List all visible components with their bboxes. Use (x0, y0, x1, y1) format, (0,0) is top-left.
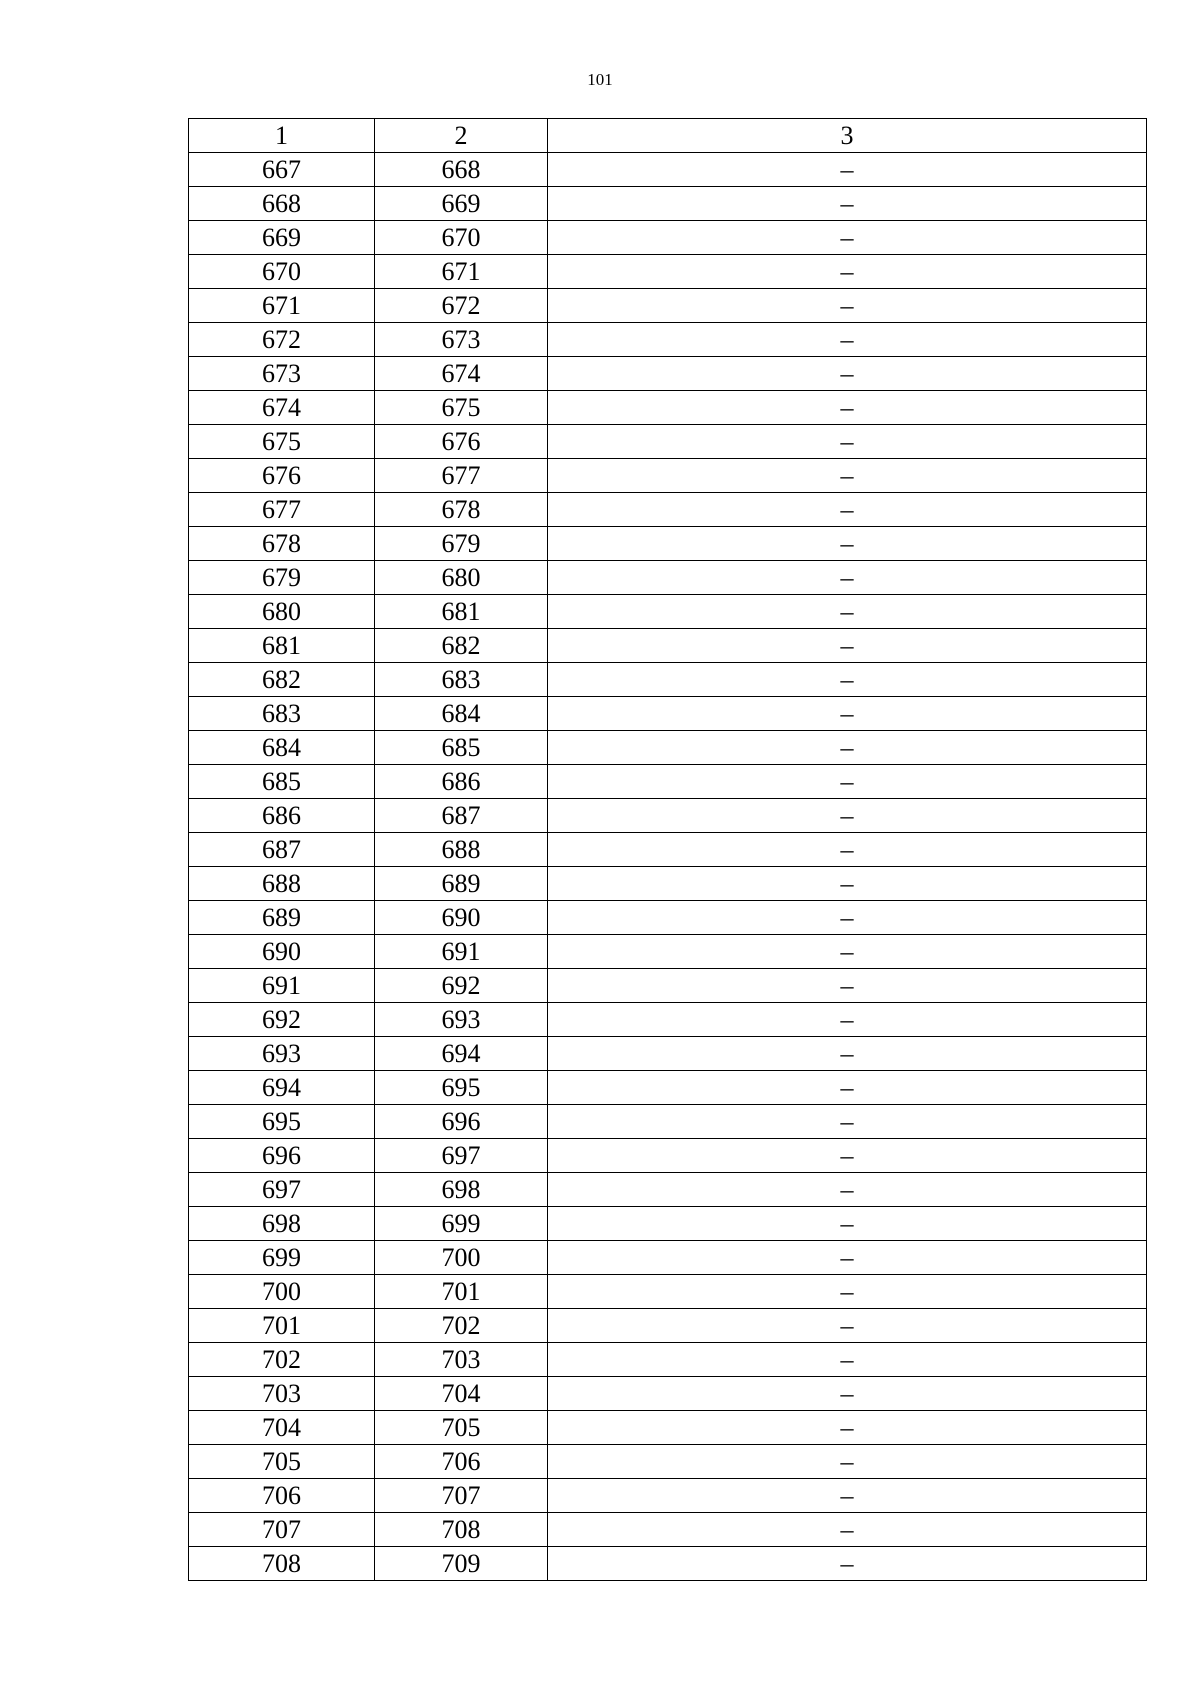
table-row (189, 1071, 1147, 1105)
data-table (188, 118, 1147, 1581)
table-cell: 703 (375, 1343, 548, 1377)
table-cell: – (548, 187, 1147, 221)
table-cell: 677 (375, 459, 548, 493)
table-cell: – (548, 697, 1147, 731)
table-cell: 673 (189, 357, 375, 391)
table-cell: 685 (189, 765, 375, 799)
table-row (189, 1207, 1147, 1241)
table-cell: 669 (375, 187, 548, 221)
column-header: 1 (189, 119, 375, 153)
table-row (189, 221, 1147, 255)
table-row (189, 1309, 1147, 1343)
table-cell: – (548, 459, 1147, 493)
table-cell: 680 (189, 595, 375, 629)
table-row (189, 1343, 1147, 1377)
table-cell: 689 (189, 901, 375, 935)
table-cell: – (548, 221, 1147, 255)
table-row (189, 1139, 1147, 1173)
table-cell: 671 (189, 289, 375, 323)
table-cell: 687 (375, 799, 548, 833)
table-row (189, 1173, 1147, 1207)
table-cell: – (548, 1513, 1147, 1547)
table-cell: – (548, 595, 1147, 629)
table-cell: – (548, 561, 1147, 595)
table-cell: – (548, 1071, 1147, 1105)
table-cell: 675 (189, 425, 375, 459)
table-cell: 667 (189, 153, 375, 187)
table-cell: 689 (375, 867, 548, 901)
table-cell: – (548, 1207, 1147, 1241)
table-cell: 695 (375, 1071, 548, 1105)
table-cell: 698 (189, 1207, 375, 1241)
table-row (189, 799, 1147, 833)
table-row (189, 697, 1147, 731)
table-cell: – (548, 1343, 1147, 1377)
table-cell: 702 (189, 1343, 375, 1377)
table-row (189, 493, 1147, 527)
table-cell: 688 (189, 867, 375, 901)
table-cell: 681 (189, 629, 375, 663)
table-row (189, 1037, 1147, 1071)
table-cell: 683 (189, 697, 375, 731)
table-cell: 691 (189, 969, 375, 1003)
table-cell: 704 (189, 1411, 375, 1445)
column-header: 3 (548, 119, 1147, 153)
table-cell: – (548, 1139, 1147, 1173)
table-cell: 678 (375, 493, 548, 527)
table-row (189, 1003, 1147, 1037)
table-cell: 695 (189, 1105, 375, 1139)
table-row (189, 425, 1147, 459)
table-row (189, 765, 1147, 799)
table-row (189, 1479, 1147, 1513)
table-cell: 673 (375, 323, 548, 357)
table-cell: 691 (375, 935, 548, 969)
table-cell: 699 (375, 1207, 548, 1241)
table-row (189, 255, 1147, 289)
table-cell: 693 (375, 1003, 548, 1037)
table-row (189, 459, 1147, 493)
table-cell: 701 (189, 1309, 375, 1343)
table-cell: 681 (375, 595, 548, 629)
table-cell: 708 (375, 1513, 548, 1547)
table-cell: – (548, 323, 1147, 357)
table-cell: 680 (375, 561, 548, 595)
table-cell: 702 (375, 1309, 548, 1343)
table-cell: – (548, 1411, 1147, 1445)
table-row (189, 1445, 1147, 1479)
table-row (189, 595, 1147, 629)
table-cell: 697 (189, 1173, 375, 1207)
table-cell: – (548, 1309, 1147, 1343)
table-cell: 705 (375, 1411, 548, 1445)
header-row (189, 119, 1147, 153)
table-cell: 670 (375, 221, 548, 255)
table-row (189, 629, 1147, 663)
table-cell: 694 (189, 1071, 375, 1105)
table-cell: 677 (189, 493, 375, 527)
table-row (189, 969, 1147, 1003)
table-row (189, 1105, 1147, 1139)
table-row (189, 833, 1147, 867)
table-cell: – (548, 255, 1147, 289)
table-cell: – (548, 799, 1147, 833)
table-cell: 704 (375, 1377, 548, 1411)
table-cell: 694 (375, 1037, 548, 1071)
table-cell: 674 (375, 357, 548, 391)
table-row (189, 527, 1147, 561)
table-row (189, 1275, 1147, 1309)
table-cell: – (548, 425, 1147, 459)
table-cell: – (548, 765, 1147, 799)
table-cell: – (548, 969, 1147, 1003)
table-cell: 688 (375, 833, 548, 867)
table-cell: – (548, 289, 1147, 323)
table-cell: 668 (375, 153, 548, 187)
table-cell: 703 (189, 1377, 375, 1411)
table-row (189, 867, 1147, 901)
table-row (189, 663, 1147, 697)
table-cell: 676 (189, 459, 375, 493)
table-row (189, 323, 1147, 357)
table-cell: 679 (375, 527, 548, 561)
table-cell: 687 (189, 833, 375, 867)
table-row (189, 357, 1147, 391)
table-cell: – (548, 1275, 1147, 1309)
table-cell: 672 (375, 289, 548, 323)
table-cell: 709 (375, 1547, 548, 1581)
table-row (189, 391, 1147, 425)
table-cell: – (548, 493, 1147, 527)
table-cell: 701 (375, 1275, 548, 1309)
table-row (189, 901, 1147, 935)
table-row (189, 187, 1147, 221)
table-cell: 707 (189, 1513, 375, 1547)
table-cell: 684 (189, 731, 375, 765)
table-cell: – (548, 1445, 1147, 1479)
table-cell: 668 (189, 187, 375, 221)
table-cell: 706 (189, 1479, 375, 1513)
table-cell: – (548, 663, 1147, 697)
table-cell: – (548, 901, 1147, 935)
table-cell: – (548, 867, 1147, 901)
table-cell: 697 (375, 1139, 548, 1173)
table-cell: 690 (375, 901, 548, 935)
table-cell: – (548, 1377, 1147, 1411)
table-cell: 692 (375, 969, 548, 1003)
table-cell: 707 (375, 1479, 548, 1513)
page-number: 101 (587, 70, 613, 89)
table-cell: – (548, 357, 1147, 391)
table-cell: – (548, 935, 1147, 969)
table-cell: 682 (375, 629, 548, 663)
table-cell: – (548, 1105, 1147, 1139)
table-cell: 706 (375, 1445, 548, 1479)
table-cell: – (548, 1173, 1147, 1207)
table-row (189, 935, 1147, 969)
table-row (189, 731, 1147, 765)
table-cell: – (548, 1547, 1147, 1581)
table-cell: 669 (189, 221, 375, 255)
table-cell: – (548, 833, 1147, 867)
table-cell: 708 (189, 1547, 375, 1581)
table-cell: 674 (189, 391, 375, 425)
table-cell: – (548, 1479, 1147, 1513)
table-cell: 671 (375, 255, 548, 289)
table-cell: 696 (189, 1139, 375, 1173)
table-cell: – (548, 731, 1147, 765)
table-row (189, 1241, 1147, 1275)
table-cell: – (548, 1003, 1147, 1037)
table-cell: 705 (189, 1445, 375, 1479)
table-cell: 700 (189, 1275, 375, 1309)
table-cell: 678 (189, 527, 375, 561)
table-row (189, 1547, 1147, 1581)
table-cell: 686 (375, 765, 548, 799)
table-body (189, 153, 1147, 1581)
table-row (189, 1377, 1147, 1411)
table-cell: 698 (375, 1173, 548, 1207)
table-cell: 682 (189, 663, 375, 697)
table-cell: 696 (375, 1105, 548, 1139)
table-cell: 685 (375, 731, 548, 765)
table-row (189, 1513, 1147, 1547)
table-cell: – (548, 1241, 1147, 1275)
table-cell: 700 (375, 1241, 548, 1275)
table-cell: – (548, 629, 1147, 663)
table-cell: 686 (189, 799, 375, 833)
table-cell: – (548, 527, 1147, 561)
table-row (189, 1411, 1147, 1445)
table-cell: 672 (189, 323, 375, 357)
table-cell: 683 (375, 663, 548, 697)
table-cell: 693 (189, 1037, 375, 1071)
column-header: 2 (375, 119, 548, 153)
table-cell: – (548, 153, 1147, 187)
table-cell: 690 (189, 935, 375, 969)
table-row (189, 561, 1147, 595)
table-cell: 670 (189, 255, 375, 289)
table-row (189, 289, 1147, 323)
table-cell: 699 (189, 1241, 375, 1275)
table-cell: – (548, 391, 1147, 425)
table-cell: 692 (189, 1003, 375, 1037)
table-row (189, 153, 1147, 187)
table-cell: 676 (375, 425, 548, 459)
table-cell: 679 (189, 561, 375, 595)
table-cell: 675 (375, 391, 548, 425)
table-cell: – (548, 1037, 1147, 1071)
table-cell: 684 (375, 697, 548, 731)
